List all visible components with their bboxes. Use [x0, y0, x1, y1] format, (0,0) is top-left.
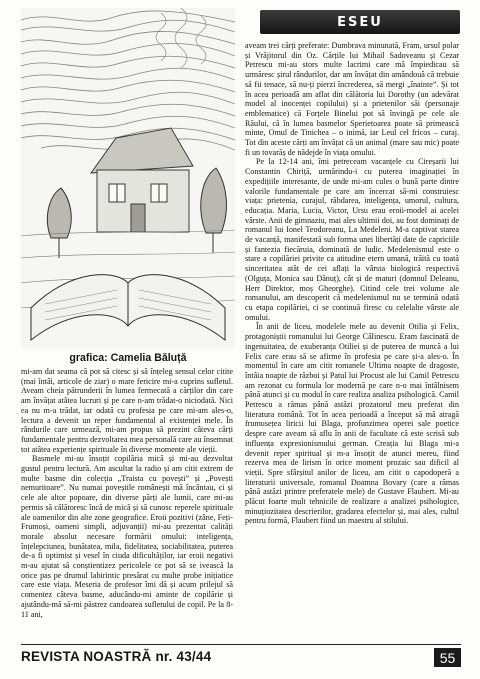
magazine-title: REVISTA NOASTRĂ nr. 43/44	[21, 649, 212, 664]
section-banner	[260, 10, 460, 34]
page-number: 55	[434, 648, 461, 667]
section-title: ESEU	[337, 14, 383, 30]
paragraph: În anii de liceu, modelele mele au devenit Otilia și Felix, protagoniștii romanului lui George Călinescu. Eram fascinată de ingenuitatea, de exuberanța Otiliei și de puterea de muncă a lui Felix care erau să se afirme în profesia pe care și-a ales-o. În momentul în care am citit romanele Ultima noapte de dragoste, întâia noapte de război și Patul lui Procust ale lui Camil Petrescu am rezonat cu formula lor modernă pe care n-o mai întâlnisem până atunci și cu modul în care realiza analiza psihologică. Camil Petrescu a rămas până astăzi prozatorul meu preferat din literatura română. Tot în acea perioadă a început să mă atragă frumusețea liricii lui Blaga, profunzimea operei sale poetice despre care aveam să aflu în anii de facultate că este scrisă sub influența expresionismului german. Creația lui Blaga mi-a devenit reper spiritual și m-a însoțit de atunci mereu, fiind rezerva mea de lirism în orice moment prozaic sau dificil al vieții. Spre sfârșitul anilor de liceu, am citit o capodoperă a literaturii universale, romanul Doamna Bovary (care a rămas până astăzi printre preferatele mele) de Gustave Flaubert. Mi-au plăcut foarte mult tehnicile de realizare a analizei psihologice, minuțiozitatea descrierilor, gradarea efectelor și, mai ales, cultul pentru formă, Flaubert fiind un maestru al stilului.	[245, 322, 459, 526]
illustration-drawing	[21, 8, 235, 348]
paragraph: Basmele mi-au însoțit copilăria mică și mi-au dezvoltat gustul pentru lectură. Am ascultat la radio și am citit extrem de multe basme din colecția „Traista cu povești” și „Povești nemuritoare”. Nu numai poveștile românești mă încântau, ci și cele ale altor popoare, din diverse părți ale lumii, care mi-au permis să călătoresc încă de mică și să cunosc reperele spirituale ale oamenilor din alte zone geografice. Eroii pozitivi (zâne, Feți-Frumoși, oameni simpli, adjuvanții) mi-au prezentat calități morale absolut necesare formării omului: inteligența, înțelepciunea, bunătatea, mila, fidelitatea, sociabilitatea, puterea de-a fi optimist și vesel în ciuda dificultăților, iar eroii negativi m-au ajutat să conștientizez pericolele ce pot să se ivească la orice pas pe drumul labirintic presărat cu multe probe inițiatice care este viața. Meseria de profesor îmi dă și acum prilejul să comentez câteva basme, aducându-mi aminte de copilărie și ajutându-mă să-mi păstrez candoarea sufletului de copil. Pe la 8-11 ani,	[21, 454, 233, 619]
page-footer	[21, 644, 461, 667]
pencil-illustration	[21, 8, 235, 348]
illustration-caption: grafica: Camelia Băluță	[69, 352, 187, 364]
paragraph: Pe la 12-14 ani, îmi petreceam vacanțele cu Cireșarii lui Constantin Chiriță, urmărindu-i cu puterea imaginației în expedițiile interesante, de unde mi-am cules o bună parte dintre valorile fundamentale pe care am încercat să-mi construiesc viața: prietenia, curajul, răbdarea, inteligența, umorul, cultura, educația. Maria, Lucia, Victor, Ursu erau eroii-model ai acelei vârste. Anii de gimnaziu, mai ales ultimii doi, au fost dominați de romanul lui Ionel Teodoreanu, La Medeleni. M-a captivat starea de vacanță, manifestată sub forma unei libertăți date de capriciile și fantezia fiecăruia, dominată de ludic. Medelenismul este o stare a copilăriei privite ca atitudine etern umană, trăită cu toată sinceritatea atât de cei aflați la vârsta biologică respectivă (Olguța, Monica sau Dănuț), cât și de maturi (domnul Deleanu, Herr Direktor, moș Gheorghe). Citind cele trei volume ale romanului, am descoperit că medelenismul nu se termină odată cu etapa copilăriei, ci se continuă firesc cu celelalte vârste ale omului.	[245, 157, 459, 322]
paragraph: mi-am dat seama că pot să citesc și să înțeleg sensul celor citite (mai întâi, articole de ziar) o mare fericire mi-a cuprins sufletul. Aveam cheia pătrunderii în lumea fermecată a cărților din care am învățat atâtea lucruri și pe care n-am trădat-o niciodată. Nici ea nu m-a trădat, iar odată cu profesia pe care mi-am ales-o, lectura a devenit un reper fundamental al existenței mele. În rândurile care urmează, mi-am propus să prezint câteva cărți fundamentale pentru dezvoltarea mea personală care au însemnat tot atâtea experiențe spirituale în diverse momente ale vieții.	[21, 367, 233, 454]
paragraph: aveam trei cărți preferate: Dumbrava minunată, Fram, ursul polar și Vrăjitorul din Oz. Cărțile lui Mihail Sadoveanu și Cezar Petrescu mi-au stors multe lacrimi care mă împiedicau să urmăresc șirul rândurilor, dar am învățat din amândouă că trebuie să fii tenace, să nu-ți pierzi încrederea, să mergi „înainte”. Și tot în acea perioadă am aflat din călătoria lui Dorothy (un adevărat model al inocenței copilului) și a prietenilor săi (personaje emblematice) că Forțele Binelui pot să învingă pe cele ale Răului, că în lumea basmelor Sperietoarea poate să primească minte, Omul de Tinichea – o inimă, iar Leul cel fricos – curaj. Tot din aceste cărți am învățat că un animal (mare sau mic) poate fi un tovarăș de nădejde în viața omului.	[245, 41, 459, 157]
article-right-column	[245, 41, 459, 641]
article-left-column	[21, 367, 233, 644]
